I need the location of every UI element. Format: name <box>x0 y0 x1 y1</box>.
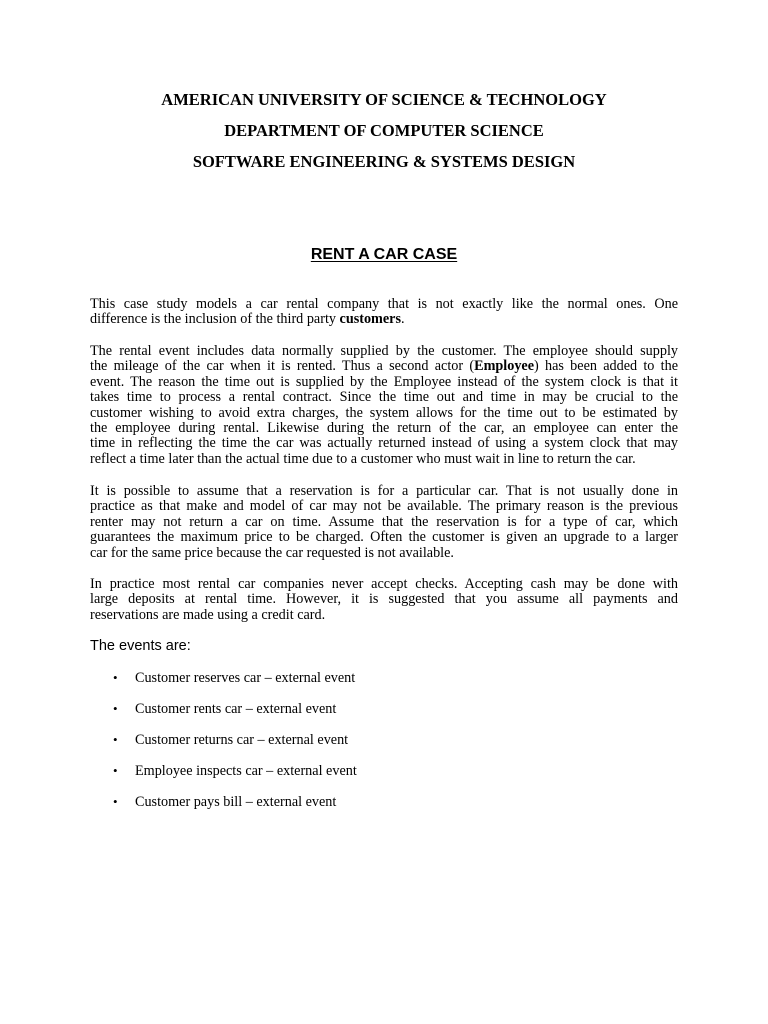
paragraph-line: event. The reason the time out is supplied by the Employee instead of the system clock is that it <box>90 373 678 390</box>
paragraph-line: guarantees the maximum price to be charged. Often the customer is given an upgrade to a larger <box>90 529 678 546</box>
paragraph-line: customer wishing to avoid extra charges, the system allows for the time out to be estimated by <box>90 404 678 421</box>
paragraph-line: reflect a time later than the actual time due to a customer who must wait in line to return the car. <box>90 450 636 467</box>
course-heading: SOFTWARE ENGINEERING & SYSTEMS DESIGN <box>192 152 576 171</box>
list-item <box>113 669 513 687</box>
paragraph-line: This case study models a car rental company that is not exactly like the normal ones. One <box>90 296 678 312</box>
paragraph-line <box>90 312 678 327</box>
text-run: difference is the inclusion of the third party <box>90 311 340 328</box>
event-text: Customer reserves car – external event <box>135 670 356 686</box>
paragraph-rental-event <box>90 344 678 467</box>
bold-term-employee: Employee <box>474 358 535 375</box>
bullet-icon: • <box>113 794 118 809</box>
paragraph-line: In practice most rental car companies never accept checks. Accepting cash may be done with <box>90 576 678 592</box>
list-item <box>113 731 513 749</box>
paragraph-payments <box>90 577 678 623</box>
bullet-icon: • <box>113 732 118 747</box>
paragraph-line: renter may not return a car on time. Assume that the reservation is for a type of car, which <box>90 513 678 530</box>
paragraph-line: the employee during rental. Likewise during the return of the car, an employee can enter the <box>90 420 678 437</box>
text-run: . <box>401 311 405 328</box>
paragraph-reservation <box>90 484 678 561</box>
event-text: Customer returns car – external event <box>135 732 349 748</box>
paragraph-line: large deposits at rental time. However, it is suggested that you assume all payments and <box>90 591 678 608</box>
paragraph-line: The rental event includes data normally supplied by the customer. The employee should supply <box>90 343 678 359</box>
paragraph-line: time in reflecting the time the car was actually returned instead of using a system clock that may <box>90 435 678 452</box>
paragraph-line: car for the same price because the car requested is not available. <box>90 544 454 561</box>
list-item <box>113 793 513 811</box>
bold-term-customers: customers <box>339 311 401 328</box>
event-text: Customer pays bill – external event <box>135 794 337 810</box>
university-heading: AMERICAN UNIVERSITY OF SCIENCE & TECHNOLOGY <box>161 90 607 109</box>
bullet-icon: • <box>113 701 118 716</box>
paragraph-line <box>90 359 678 374</box>
paragraph-line: reservations are made using a credit card. <box>90 606 326 623</box>
paragraph-line: takes time to process a rental contract. Since the time out and time in may be crucial to the <box>90 389 678 406</box>
list-item <box>113 700 513 718</box>
text-run: the mileage of the car when it is rented. Thus a second actor ( <box>90 358 475 375</box>
paragraph-line: practice as that make and model of car may not be available. The primary reason is the previous <box>90 498 678 515</box>
event-text: Employee inspects car – external event <box>135 763 357 779</box>
bullet-icon: • <box>113 763 118 778</box>
event-text: Customer rents car – external event <box>135 701 337 717</box>
paragraph-intro <box>90 297 678 328</box>
text-run: ) has been added to the <box>534 358 678 375</box>
bullet-icon: • <box>113 670 118 685</box>
events-intro: The events are: <box>90 638 191 654</box>
department-heading: DEPARTMENT OF COMPUTER SCIENCE <box>224 121 544 140</box>
document-title: RENT A CAR CASE <box>310 246 458 263</box>
paragraph-line: It is possible to assume that a reservation is for a particular car. That is not usually done in <box>90 483 678 499</box>
list-item <box>113 762 513 780</box>
